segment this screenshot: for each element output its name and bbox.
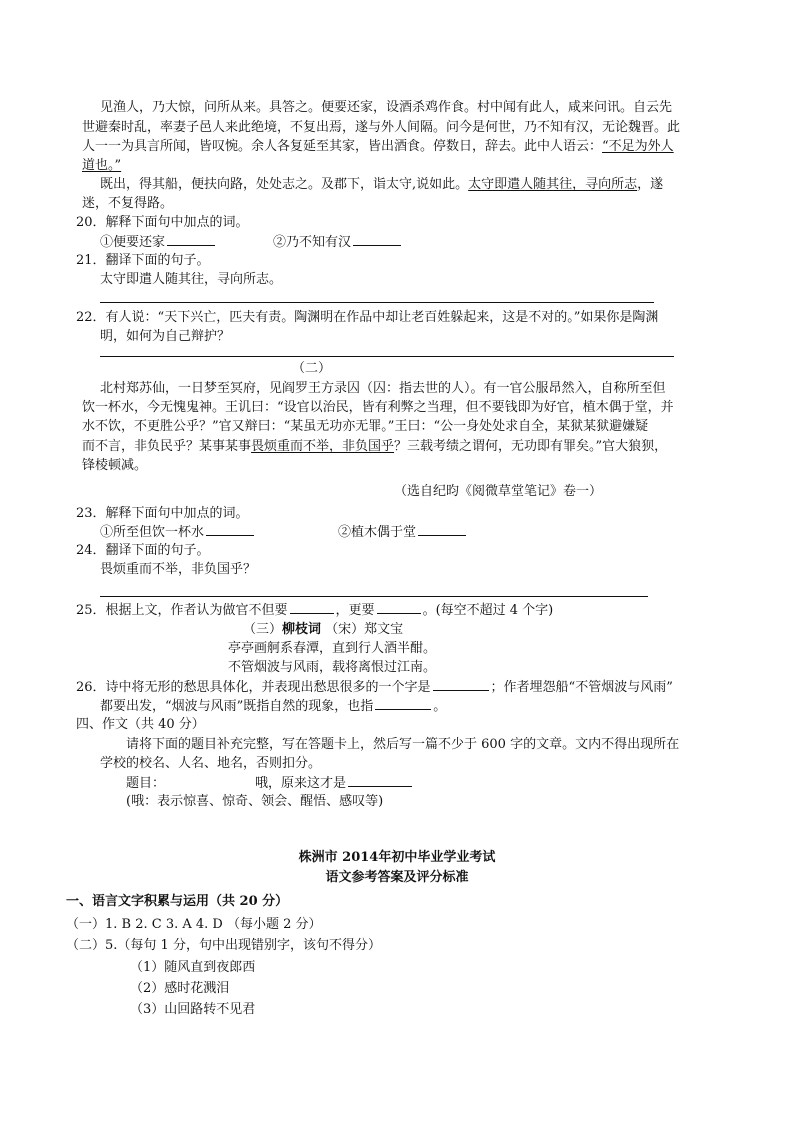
answer-section1a: （一）1. B 2. C 3. A 4. D （每小题 2 分） bbox=[66, 917, 322, 932]
passage1-line5-text: 既出，得其船，便扶向路，处处志之。及郡下，诣太守,说如此。 bbox=[100, 177, 469, 192]
answer-subtitle: 语文参考答案及评分标准 bbox=[325, 870, 469, 885]
passage1-quote-underlined: “不足为外人 bbox=[602, 139, 674, 154]
q26-text-b: ；作者埋怨船“不管烟波与风雨” bbox=[490, 680, 673, 695]
part4-topic bbox=[126, 773, 414, 793]
q26-blank-1[interactable] bbox=[433, 677, 489, 691]
q25-text-a: 25．根据上文，作者认为做官不但要 bbox=[76, 603, 288, 618]
q20-blank-a[interactable] bbox=[167, 232, 215, 246]
poem-line2: 不管烟波与风雨，载将离恨过江南。 bbox=[228, 660, 437, 675]
q25-blank-2[interactable] bbox=[377, 600, 421, 614]
q21-sentence: 太守即遣人随其往，寻向所志。 bbox=[100, 272, 283, 287]
poem-line1: 亭亭画舸系春潭，直到行人酒半酣。 bbox=[228, 641, 437, 656]
q26-text-c: 都要出发，“烟波与风雨”既指自然的现象，也指 bbox=[100, 699, 374, 714]
q22-answer-line[interactable] bbox=[100, 356, 674, 357]
answer-item2: （2）感时花溅泪 bbox=[130, 981, 230, 996]
passage2-line1: 北村郑苏仙，一日梦至冥府，见阎罗王方录囚（囚：指去世的人）。有一官公服昂然入，自称所至但 bbox=[100, 381, 666, 396]
passage2-underlined-sentence: 畏烦重而不举，非负国乎 bbox=[251, 439, 395, 454]
topic-blank[interactable] bbox=[348, 773, 412, 787]
q20-item-b: ②乃不知有汉 bbox=[273, 235, 352, 250]
q24-label: 24．翻译下面的句子。 bbox=[76, 543, 210, 558]
q26-text-d: 。 bbox=[433, 699, 447, 714]
answer-section1 bbox=[66, 892, 288, 911]
section2-heading: （二） bbox=[292, 361, 332, 376]
q25-blank-1[interactable] bbox=[290, 600, 334, 614]
q23-label: 23．解释下面句中加点的词。 bbox=[76, 506, 249, 521]
passage1-line5-end: ，遂 bbox=[637, 177, 664, 192]
section3-number: （三） bbox=[243, 622, 283, 637]
q23-item-a: ①所至但饮一杯水 bbox=[100, 525, 205, 540]
answer-title: 株洲市 2014年初中毕业学业考试 bbox=[298, 850, 496, 865]
q20-blank-b[interactable] bbox=[353, 232, 401, 246]
part4-note: (哦：表示惊喜、惊奇、领会、醒悟、感叹等) bbox=[126, 794, 384, 809]
poem-author: （宋）郑文宝 bbox=[325, 622, 404, 637]
passage2-line2: 饮一杯水，今无愧鬼神。王讥曰：“设官以治民，皆有利弊之当理，但不要钱即为好官，植木偶于堂，并 bbox=[82, 400, 674, 415]
part4-line2: 学校的校名、人名、地名，否则扣分。 bbox=[100, 756, 322, 771]
q21-answer-line[interactable] bbox=[100, 302, 654, 303]
passage1-underlined-sentence: 太守即遣人随其往，寻向所志 bbox=[468, 177, 638, 192]
part4-title: 四、作文（共 40 分） bbox=[76, 717, 205, 732]
q23-blank-a[interactable] bbox=[206, 522, 254, 536]
answer-section1-text: 一、语言文字积累与运用（共 20 分） bbox=[66, 894, 289, 909]
q20-label: 20．解释下面句中加点的词。 bbox=[76, 215, 249, 230]
answer-item1: （1）随风直到夜郎西 bbox=[130, 960, 256, 975]
q25-text-b: ，更要 bbox=[335, 603, 375, 618]
passage1-line4: 道也。” bbox=[82, 158, 122, 173]
q26-line1 bbox=[76, 677, 673, 697]
passage1-line1: 见渔人，乃大惊，问所从来。具答之。便要还家，设酒杀鸡作食。村中闻有此人，咸来问讯。自云先 bbox=[100, 100, 673, 115]
part4-line1: 请将下面的题目补充完整，写在答题卡上，然后写一篇不少于 600 字的文章。文内不得出现所在 bbox=[126, 737, 680, 752]
q23-blank-b[interactable] bbox=[418, 522, 466, 536]
q21-label: 21．翻译下面的句子。 bbox=[76, 253, 210, 268]
passage1-line2: 世避秦时乱，率妻子邑人来此绝境，不复出焉，遂与外人间隔。问今是何世，乃不知有汉，无论魏晋。此 bbox=[82, 120, 681, 135]
passage2-line4 bbox=[82, 437, 667, 456]
topic-label: 题目： bbox=[126, 776, 166, 791]
passage1-line3 bbox=[82, 137, 674, 156]
q26-blank-2[interactable] bbox=[375, 696, 431, 710]
q23-items bbox=[100, 522, 468, 542]
q25-text-c: 。(每空不超过 4 个字) bbox=[422, 603, 554, 618]
q23-item-b: ②植木偶于堂 bbox=[338, 525, 417, 540]
passage2-source: （选自纪昀《阅微草堂笔记》卷一） bbox=[394, 484, 603, 499]
q24-answer-line[interactable] bbox=[100, 596, 648, 597]
q26-line2 bbox=[100, 696, 446, 716]
passage2-line4-text: 而不言，非负民乎？某事某事 bbox=[82, 439, 252, 454]
q20-item-a: ①便要还家 bbox=[100, 235, 166, 250]
passage2-line3: 水不饮，不更胜公乎？”官又辩曰：“某虽无功亦无罪。”王曰：“公一身处处求自全，某狱某狱避嫌疑 bbox=[82, 419, 649, 434]
q26-text-a: 26．诗中将无形的愁思具体化，并表现出愁思很多的一个字是 bbox=[76, 680, 431, 695]
passage1-line3-text: 人一一为具言所闻，皆叹惋。余人各复延至其家，皆出酒食。停数日，辞去。此中人语云： bbox=[82, 139, 603, 154]
q22-line2: 明，如何为自己辩护？ bbox=[100, 329, 231, 344]
passage1-line5 bbox=[100, 175, 663, 194]
passage2-line5: 锋棱顿减。 bbox=[82, 458, 148, 473]
q25-line bbox=[76, 600, 553, 620]
topic-text: 哦，原来这才是 bbox=[255, 776, 347, 791]
q24-sentence: 畏烦重而不举，非负国乎？ bbox=[100, 562, 257, 577]
q22-line1: 22．有人说：“天下兴亡，匹夫有责。陶渊明在作品中却让老百姓躲起来，这是不对的。”如果你是陶渊 bbox=[76, 310, 659, 325]
section3-heading bbox=[243, 620, 403, 639]
q20-items bbox=[100, 232, 403, 252]
poem-title: 柳枝词 bbox=[282, 622, 322, 637]
answer-item3: （3）山回路转不见君 bbox=[130, 1002, 256, 1017]
answer-section1b: （二）5.（每句 1 分，句中出现错别字，该句不得分） bbox=[66, 938, 381, 953]
passage2-line4-end: ？三载考绩之谓何，无功即有罪矣。”官大狼狈， bbox=[394, 439, 668, 454]
passage1-line6: 迷，不复得路。 bbox=[82, 196, 174, 211]
